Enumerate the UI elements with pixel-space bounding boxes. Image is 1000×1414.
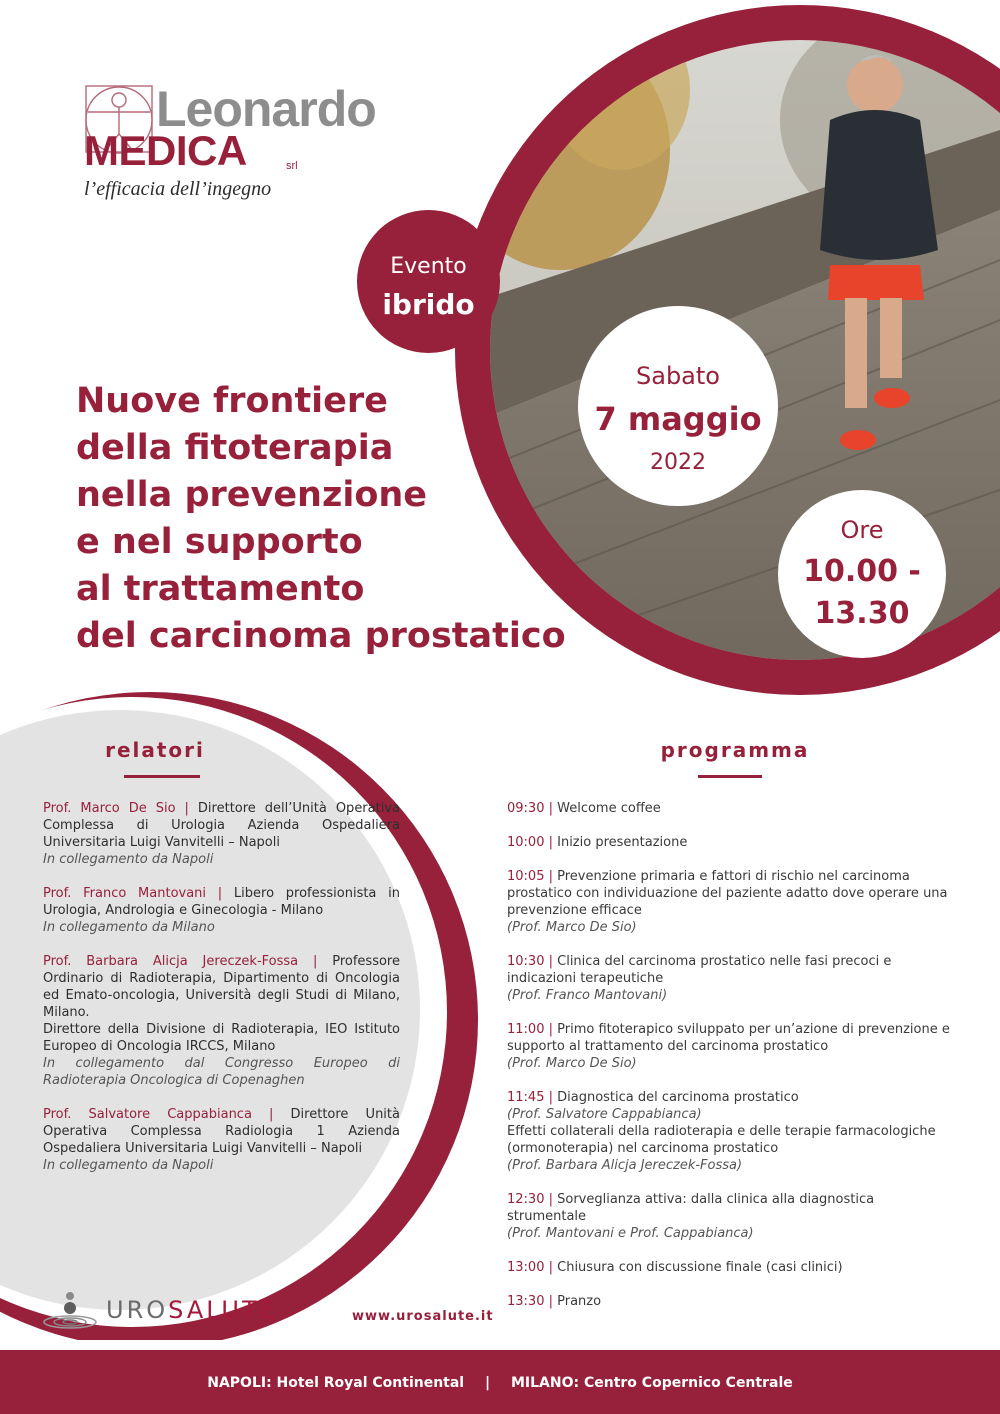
- program-time: 11:45 |: [507, 1090, 553, 1105]
- program-item: [507, 834, 957, 851]
- venue-separator: |: [484, 1375, 491, 1391]
- program-item: [507, 1021, 957, 1072]
- program-item: [507, 1089, 957, 1174]
- urosalute-logo: [42, 1288, 282, 1336]
- program-speaker: (Prof. Marco De Sio): [507, 1056, 637, 1071]
- uro-part: URO: [106, 1296, 169, 1324]
- program-speaker-extra: (Prof. Barbara Alicja Jereczek-Fossa): [507, 1158, 743, 1173]
- program-item: [507, 1259, 957, 1276]
- speaker-item: [43, 1106, 400, 1174]
- date-year: 2022: [650, 450, 706, 475]
- program-speaker: (Prof. Mantovani e Prof. Cappabianca): [507, 1226, 754, 1241]
- event-line2: ibrido: [382, 288, 475, 321]
- logo-suffix: srl: [286, 160, 298, 172]
- website-link[interactable]: www.urosalute.it: [352, 1309, 494, 1324]
- title-line: della fitoterapia: [76, 428, 394, 468]
- program-time: 10:00 |: [507, 835, 553, 850]
- program-item: [507, 953, 957, 1004]
- program-text: Diagnostica del carcinoma prostatico: [557, 1090, 799, 1105]
- logo-brand-top: Leonardo: [156, 81, 376, 137]
- date-main: 7 maggio: [594, 400, 762, 438]
- speaker-role-2: Direttore della Divisione di Radioterapia, IEO Istituto Europeo di Oncologia IRCCS, Milano: [43, 1022, 400, 1054]
- program-list: [507, 800, 957, 1327]
- speaker-item: [43, 953, 400, 1089]
- program-item: [507, 1293, 957, 1310]
- venue-milano: MILANO: Centro Copernico Centrale: [510, 1375, 793, 1391]
- program-text: Sorveglianza attiva: dalla clinica alla diagnostica strumentale: [507, 1192, 875, 1224]
- program-time: 11:00 |: [507, 1022, 553, 1037]
- program-text: Prevenzione primaria e fattori di rischio nel carcinoma prostatico con individuazione del paziente adatto dove operare una prevenzione efficace: [507, 869, 948, 918]
- title-line: del carcinoma prostatico: [76, 616, 566, 656]
- title-line: Nuove frontiere: [76, 381, 388, 421]
- speaker-role: Libero professionista in Urologia, Andrologia e Ginecologia - Milano: [43, 886, 400, 918]
- time-label: Ore: [840, 516, 884, 544]
- venue-napoli: NAPOLI: Hotel Royal Continental: [207, 1375, 465, 1391]
- program-text-extra: Effetti collaterali della radioterapia e delle terapie farmacologiche (ormonoterapia) nel carcinoma prostatico: [507, 1124, 936, 1156]
- salute-part: SALUTE: [168, 1296, 278, 1324]
- speaker-role: Professore Ordinario di Radioterapia, Dipartimento di Oncologia ed Emato-oncologia, Università degli Studi di Milano, Milano.: [43, 954, 400, 1020]
- title-line: nella prevenzione: [76, 475, 428, 515]
- relatori-heading: relatori: [105, 738, 205, 762]
- program-item: [507, 1191, 957, 1242]
- speaker-connection: In collegamento dal Congresso Europeo di Radioterapia Oncologica di Copenaghen: [43, 1056, 400, 1088]
- program-time: 09:30 |: [507, 801, 553, 816]
- speaker-connection: In collegamento da Napoli: [43, 852, 214, 867]
- logo-brand-bottom: MEDICA: [84, 127, 247, 174]
- speaker-name: Prof. Franco Mantovani |: [43, 886, 223, 901]
- program-speaker: (Prof. Marco De Sio): [507, 920, 637, 935]
- program-item: [507, 868, 957, 936]
- programma-heading: programma: [660, 738, 810, 762]
- time-badge: [778, 490, 946, 658]
- program-time: 13:00 |: [507, 1260, 553, 1275]
- water-drop-icon: [42, 1288, 102, 1336]
- speaker-name: Prof. Marco De Sio |: [43, 801, 189, 816]
- speaker-role: Direttore Unità Operativa Complessa Radiologia 1 Azienda Ospedaliera Universitaria Luigi Vanvitelli – Napoli: [43, 1107, 400, 1156]
- program-speaker: (Prof. Salvatore Cappabianca): [507, 1107, 702, 1122]
- program-text: Chiusura con discussione finale (casi clinici): [557, 1260, 843, 1275]
- time-end: 13.30: [814, 596, 910, 631]
- speaker-name: Prof. Barbara Alicja Jereczek-Fossa |: [43, 954, 318, 969]
- speaker-connection: In collegamento da Napoli: [43, 1158, 214, 1173]
- speaker-item: [43, 885, 400, 936]
- program-text: Primo fitoterapico sviluppato per un’azione di prevenzione e supporto al trattamento del carcinoma prostatico: [507, 1022, 950, 1054]
- urosalute-wordmark: [106, 1296, 278, 1324]
- speaker-name: Prof. Salvatore Cappabianca |: [43, 1107, 274, 1122]
- hybrid-event-badge: [357, 210, 500, 353]
- time-start: 10.00 -: [803, 554, 921, 589]
- speaker-connection: In collegamento da Milano: [43, 920, 215, 935]
- leonardo-medica-logo: [82, 78, 402, 208]
- program-text: Inizio presentazione: [557, 835, 688, 850]
- title-line: e nel supporto: [76, 522, 363, 562]
- program-time: 10:30 |: [507, 954, 553, 969]
- relatori-underline: [124, 775, 200, 778]
- programma-underline: [698, 775, 762, 778]
- program-time: 13:30 |: [507, 1294, 553, 1309]
- speakers-list: [43, 800, 400, 1191]
- program-time: 10:05 |: [507, 869, 553, 884]
- program-item: [507, 800, 957, 817]
- venue-footer: [0, 1350, 1000, 1414]
- program-text: Welcome coffee: [557, 801, 661, 816]
- program-speaker: (Prof. Franco Mantovani): [507, 988, 668, 1003]
- title-line: al trattamento: [76, 569, 365, 609]
- date-day: Sabato: [636, 362, 720, 390]
- event-title: [76, 378, 636, 660]
- speaker-item: [43, 800, 400, 868]
- speaker-role: Direttore dell’Unità Operativa Complessa di Urologia Azienda Ospedaliera Universitaria Luigi Vanvitelli – Napoli: [43, 801, 400, 850]
- program-time: 12:30 |: [507, 1192, 553, 1207]
- logo-tagline: l’efficacia dell’ingegno: [84, 178, 272, 200]
- program-text: Clinica del carcinoma prostatico nelle fasi precoci e indicazioni terapeutiche: [507, 954, 892, 986]
- program-text: Pranzo: [557, 1294, 602, 1309]
- event-line1: Evento: [390, 254, 467, 279]
